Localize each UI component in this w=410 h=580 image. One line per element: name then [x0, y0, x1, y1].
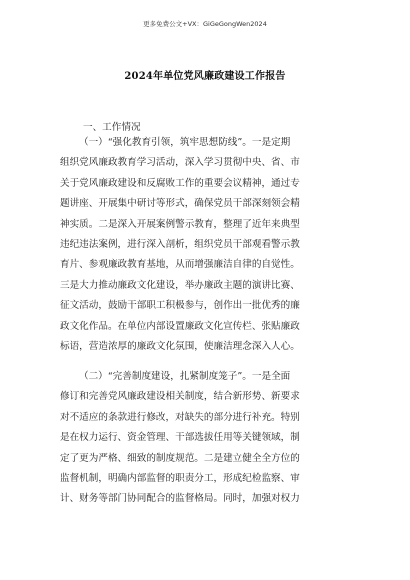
paragraph-line: （二）“完善制度建设，扎紧制度笼子”。一是全面 [79, 371, 291, 382]
paragraph-line: 计、财务等部门协同配合的监督格局。同时，加强对权力 [60, 493, 300, 505]
paragraph-line: 育片、参观廉政教育基地，从而增强廉洁自律的自觉性。 [60, 259, 300, 271]
paragraph-line: 对不适应的条款进行修改，对缺失的部分进行补充。特别 [60, 411, 300, 423]
paragraph-line: 是在权力运行、资金管理、干部选拔任用等关键领域，制 [60, 432, 300, 444]
paragraph-line: 监督机制，明确内部监督的职责分工，形成纪检监察、审 [60, 472, 300, 484]
paragraph-1 [60, 133, 360, 357]
paragraph-line: 违纪违法案例，进行深入剖析，组织党员干部观看警示教 [60, 238, 300, 250]
paragraph-line: 政文化作品。在单位内部设置廉政文化宣传栏、张贴廉政 [60, 320, 300, 332]
paragraph-line: 征文活动，鼓励干部职工积极参与，创作出一批优秀的廉 [60, 300, 300, 312]
paragraph-line: 题讲座、开展集中研讨等形式，确保党员干部深刻领会精 [60, 198, 300, 210]
paragraph-line: 三是大力推动廉政文化建设，举办廉政主题的演讲比赛、 [60, 279, 300, 291]
paragraph-line: 神实质。二是深入开展案例警示教育，整理了近年来典型 [60, 218, 300, 230]
paragraph-2 [60, 367, 360, 510]
section-heading: 一、工作情况 [83, 122, 141, 133]
paragraph-line: 关于党风廉政建设和反腐败工作的重要会议精神，通过专 [60, 177, 300, 189]
paragraph-line: 定了更为严格、细致的制度规范。二是建立健全全方位的 [60, 452, 300, 464]
header-note: 更多免费公文+VX：GiGeGongWen2024 [143, 20, 267, 28]
paragraph-line: （一）“强化教育引领，筑牢思想防线”。一是定期 [79, 137, 291, 148]
paragraph-line: 修订和完善党风廉政建设相关制度，结合新形势、新要求 [60, 391, 300, 403]
page-title: 2024年单位党风廉政建设工作报告 [124, 71, 286, 82]
paragraph-line: 组织党风廉政教育学习活动，深入学习贯彻中央、省、市 [60, 157, 300, 169]
paragraph-line: 标语，营造浓厚的廉政文化氛围，使廉洁理念深入人心。 [60, 340, 300, 352]
